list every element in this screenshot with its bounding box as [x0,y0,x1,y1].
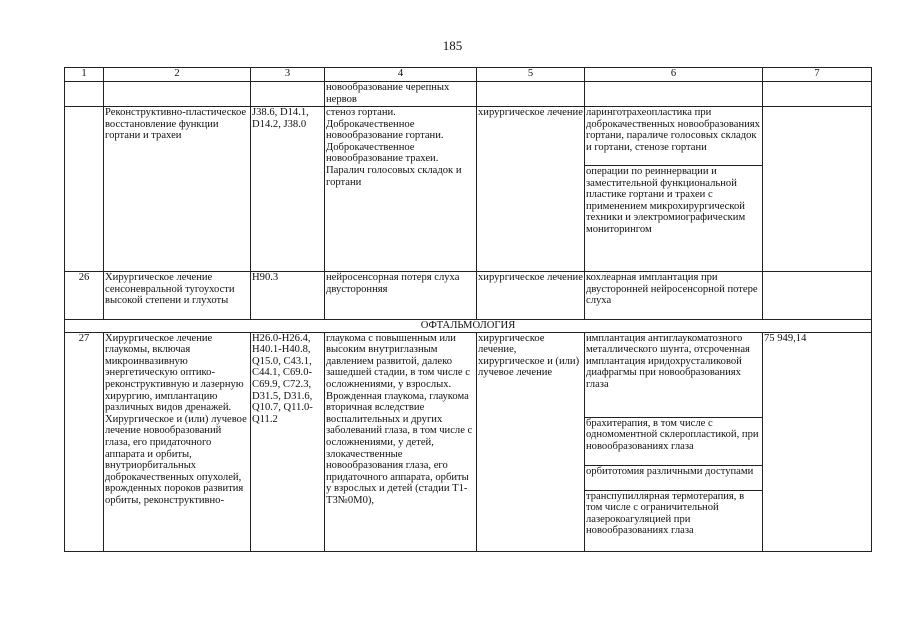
cell-icd-codes: H90.3 [251,272,325,320]
section-title: ОФТАЛЬМОЛОГИЯ [65,320,872,333]
table-row-larynx-reconstruction [65,107,872,166]
table-header-row [65,68,872,82]
header-col-6: 6 [585,68,763,82]
cell-treatment-type: хирургическое лечение, хирургическое и (или) лучевое лечение [477,332,585,551]
header-col-5: 5 [477,68,585,82]
cell-diagnosis: нейросенсорная потеря слуха двусторонняя [325,272,477,320]
cell-row-number: 27 [65,332,104,551]
cell-treatment-type: хирургическое лечение [477,107,585,272]
header-col-2: 2 [104,68,251,82]
section-row [65,320,872,333]
table-row-continuation [65,82,872,107]
cell-quota-cost: 75 949,14 [763,332,872,551]
cell-method: операции по реиннервации и заместительной функциональной пластике гортани и трахеи с применением микрохирургической техники и электромиографическим мониторингом [585,166,763,272]
table-row-26 [65,272,872,320]
cell-row-number: 26 [65,272,104,320]
cell-method: брахитерапия, в том числе с одномоментной склеропластикой, при новообразованиях глаза [585,417,763,465]
cell-method: имплантация антиглаукоматозного металлического шунта, отсроченная имплантация иридохрусталиковой диафрагмы при новообразованиях глаза [585,332,763,417]
cell-method: кохлеарная имплантация при двусторонней нейросенсорной потере слуха [585,272,763,320]
page-number: 185 [442,38,463,53]
cell-diagnosis: глаукома с повышенным или высоким внутриглазным давлением развитой, далеко зашедшей стадии, в том числе с осложнениями, у взрослых. Врожденная глаукома, глаукома вторичная вследствие воспалительных и других заболеваний глаза, в том числе с осложнениями, у детей, злокачественные новообразования глаза, его придаточного аппарата, орбиты у взрослых и детей (стадии T1-T3№0M0), [325,332,477,551]
cell-icd-codes: H26.0-H26.4, H40.1-H40.8, Q15.0, C43.1, C44.1, C69.0-C69.9, C72.3, D31.5, D31.6, Q10.7, Q11.0-Q11.2 [251,332,325,551]
table-row-27 [65,332,872,417]
header-col-7: 7 [763,68,872,82]
cell-service-name: Реконструктивно-пластическое восстановление функции гортани и трахеи [104,107,251,272]
header-col-3: 3 [251,68,325,82]
cell-treatment-type: хирургическое лечение [477,272,585,320]
header-col-1: 1 [65,68,104,82]
medical-services-table [64,67,872,552]
cell-icd-codes: J38.6, D14.1, D14.2, J38.0 [251,107,325,272]
cell-diagnosis: стеноз гортани. Доброкачественное новообразование гортани. Доброкачественное новообразование трахеи. Паралич голосовых складок и гортани [325,107,477,272]
cell-method: транспупиллярная термотерапия, в том числе с ограничительной лазерокоагуляцией при новообразованиях глаза [585,490,763,551]
cell-method: ларинготрахеопластика при доброкачественных новообразованиях гортани, параличе голосовых складок и гортани, стенозе гортани [585,107,763,166]
header-col-4: 4 [325,68,477,82]
cell-diagnosis: новообразование черепных нервов [325,82,477,107]
cell-service-name: Хирургическое лечение глаукомы, включая микроинвазивную энергетическую оптико-реконструктивную и лазерную хирургию, имплантацию различных видов дренажей. Хирургическое и (или) лучевое лечение новообразований глаза, его придаточного аппарата и орбиты, внутриорбитальных доброкачественных опухолей, врожденных пороков развития орбиты, реконструктивно- [104,332,251,551]
cell-service-name: Хирургическое лечение сенсоневральной тугоухости высокой степени и глухоты [104,272,251,320]
cell-method: орбитотомия различными доступами [585,465,763,490]
